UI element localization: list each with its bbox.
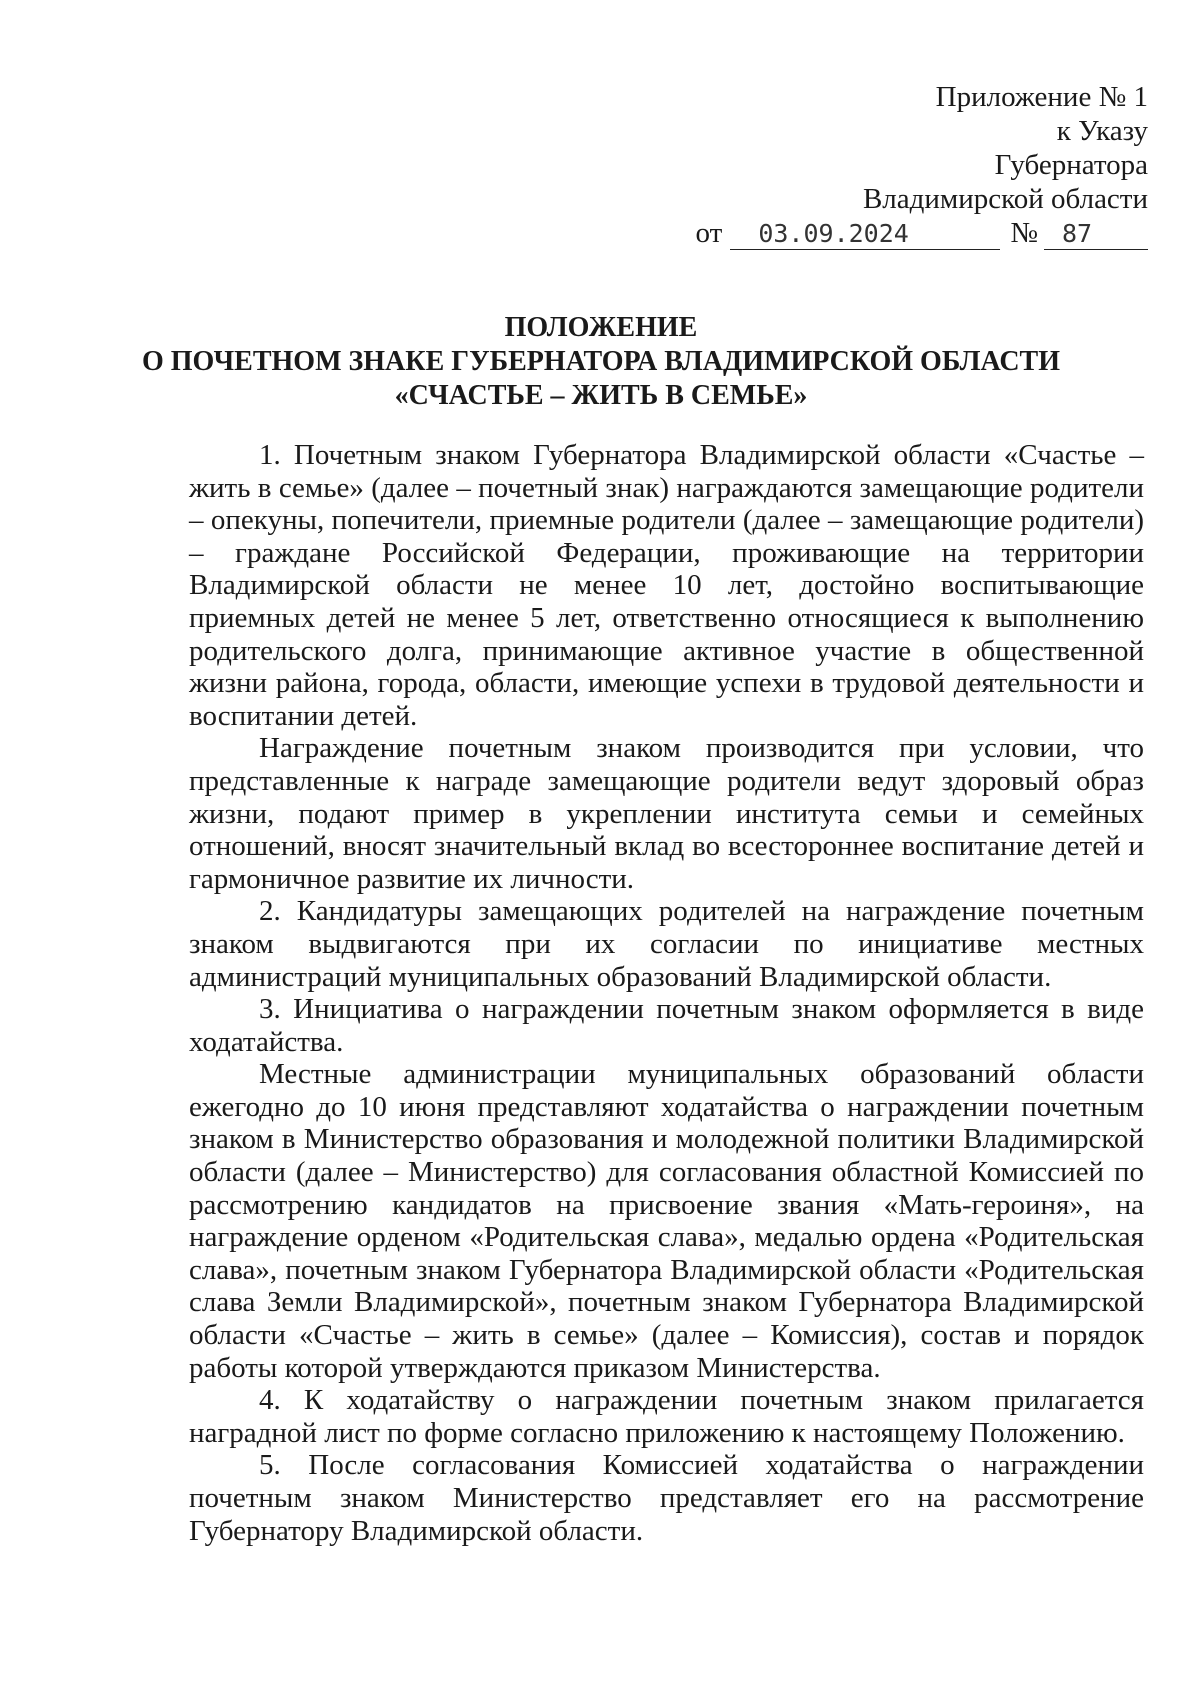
appendix-line-1: Приложение № 1 bbox=[935, 81, 1148, 113]
paragraph: Награждение почетным знаком производится при условии, что представленные к награде замещающие родители ведут здоровый образ жизни, подают пример в укреплении института семьи и семейных отношений, вносят значительный вклад во всестороннее воспитание детей и гармоничное развитие их личности. bbox=[189, 732, 1144, 895]
paragraph: 5. После согласования Комиссией ходатайства о награждении почетным знаком Министерство представляет его на рассмотрение Губернатору Владимирской области. bbox=[189, 1449, 1144, 1547]
paragraph: Местные администрации муниципальных образований области ежегодно до 10 июня представляют ходатайства о награждении почетным знаком в Министерство образования и молодежной политики Владимирской области (далее – Министерство) для согласования областной Комиссией по рассмотрению кандидатов на присвоение звания «Мать-героиня», на награждение орденом «Родительская слава», медалью ордена «Родительская слава», почетным знаком Губернатора Владимирской области «Родительская слава Земли Владимирской», почетным знаком Губернатора Владимирской области «Счастье – жить в семье» (далее – Комиссия), состав и порядок работы которой утверждаются приказом Министерства. bbox=[189, 1058, 1144, 1384]
title-line-3: «СЧАСТЬЕ – ЖИТЬ В СЕМЬЕ» bbox=[394, 380, 808, 411]
paragraph: 3. Инициатива о награждении почетным знаком оформляется в виде ходатайства. bbox=[189, 993, 1144, 1058]
number-label: № bbox=[1010, 217, 1038, 249]
title-line-1: ПОЛОЖЕНИЕ bbox=[504, 312, 698, 343]
appendix-line-4: Владимирской области bbox=[862, 183, 1148, 215]
from-label: от bbox=[695, 217, 723, 249]
appendix-header bbox=[696, 80, 1148, 250]
paragraph: 1. Почетным знаком Губернатора Владимирской области «Счастье – жить в семье» (далее – почетный знак) награждаются замещающие родители – опекуны, попечители, приемные родители (далее – замещающие родители) – граждане Российской Федерации, проживающие на территории Владимирской области не менее 10 лет, достойно воспитывающие приемных детей не менее 5 лет, ответственно относящиеся к выполнению родительского долга, принимающие активное участие в общественной жизни района, города, области, имеющие успехи в трудовой деятельности и воспитании детей. bbox=[189, 439, 1144, 732]
decree-date-number-row bbox=[696, 216, 1148, 250]
document-body bbox=[189, 439, 1144, 1547]
decree-number: 87 bbox=[1044, 219, 1148, 250]
appendix-line-3: Губернатора bbox=[994, 149, 1148, 181]
appendix-line-2: к Указу bbox=[1056, 115, 1148, 147]
paragraph: 4. К ходатайству о награждении почетным знаком прилагается наградной лист по форме согласно приложению к настоящему Положению. bbox=[189, 1384, 1144, 1449]
paragraph: 2. Кандидатуры замещающих родителей на награждение почетным знаком выдвигаются при их согласии по инициативе местных администраций муниципальных образований Владимирской области. bbox=[189, 895, 1144, 993]
document-title bbox=[0, 311, 1200, 413]
title-line-2: О ПОЧЕТНОМ ЗНАКЕ ГУБЕРНАТОРА ВЛАДИМИРСКОЙ ОБЛАСТИ bbox=[141, 346, 1061, 377]
decree-date: 03.09.2024 bbox=[730, 219, 1000, 250]
